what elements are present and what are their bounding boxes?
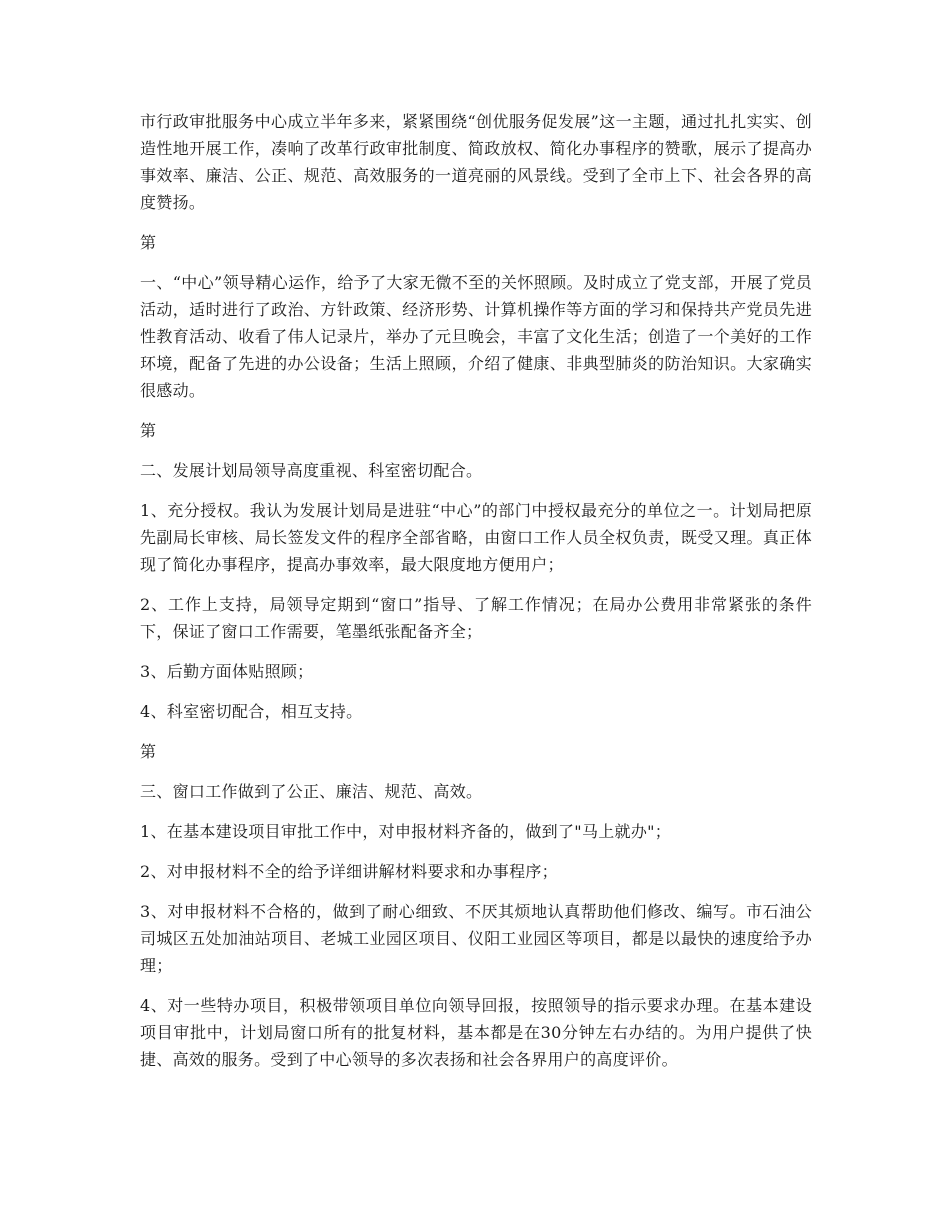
section-one-paragraph: 一、“中心”领导精心运作，给予了大家无微不至的关怀照顾。及时成立了党支部，开展了党员活动，适时进行了政治、方针政策、经济形势、计算机操作等方面的学习和保持共产党员先进性教育活动、收看了伟人记录片，举办了元旦晚会，丰富了文化生活；创造了一个美好的工作环境，配备了先进的办公设备；生活上照顾，介绍了健康、非典型肺炎的防治知识。大家确实很感动。: [140, 273, 812, 400]
section-three-item: 3、对申报材料不合格的，做到了耐心细致、不厌其烦地认真帮助他们修改、编写。市石油公司城区五处加油站项目、老城工业园区项目、仪阳工业园区等项目，都是以最快的速度给予办理；: [140, 902, 812, 975]
section-two-item: 4、科室密切配合，相互支持。: [140, 702, 363, 721]
section-three-heading: 三、窗口工作做到了公正、廉洁、规范、高效。: [140, 782, 483, 801]
section-three-item: 2、对申报材料不全的给予详细讲解材料要求和办事程序；: [140, 862, 558, 881]
section-three-item: 1、在基本建设项目审批工作中，对申报材料齐备的，做到了"马上就办"；: [140, 822, 672, 841]
section-marker: 第: [140, 421, 157, 440]
section-two-item: 2、工作上支持，局领导定期到“窗口”指导、了解工作情况；在局办公费用非常紧张的条件下，保证了窗口工作需要，笔墨纸张配备齐全；: [140, 595, 812, 641]
document-body: [140, 108, 812, 1086]
section-marker: 第: [140, 233, 157, 252]
section-three-item: 4、对一些特办项目，积极带领项目单位向领导回报，按照领导的指示要求办理。在基本建设项目审批中，计划局窗口所有的批复材料，基本都是在30分钟左右办结的。为用户提供了快捷、高效的服务。受到了中心领导的多次表扬和社会各界用户的高度评价。: [140, 996, 812, 1069]
section-marker: 第: [140, 742, 157, 761]
intro-paragraph: 市行政审批服务中心成立半年多来，紧紧围绕“创优服务促发展”这一主题，通过扎扎实实、创造性地开展工作，凑响了改革行政审批制度、简政放权、简化办事程序的赞歌，展示了提高办事效率、廉洁、公正、规范、高效服务的一道亮丽的风景线。受到了全市上下、社会各界的高度赞扬。: [140, 112, 812, 212]
section-two-item: 3、后勤方面体贴照顾；: [140, 662, 314, 681]
section-two-heading: 二、发展计划局领导高度重视、科室密切配合。: [140, 461, 483, 480]
section-two-item: 1、充分授权。我认为发展计划局是进驻“中心”的部门中授权最充分的单位之一。计划局把原先副局长审核、局长签发文件的程序全部省略，由窗口工作人员全权负责，既受又理。真正体现了简化办事程序，提高办事效率，最大限度地方便用户；: [140, 501, 812, 574]
